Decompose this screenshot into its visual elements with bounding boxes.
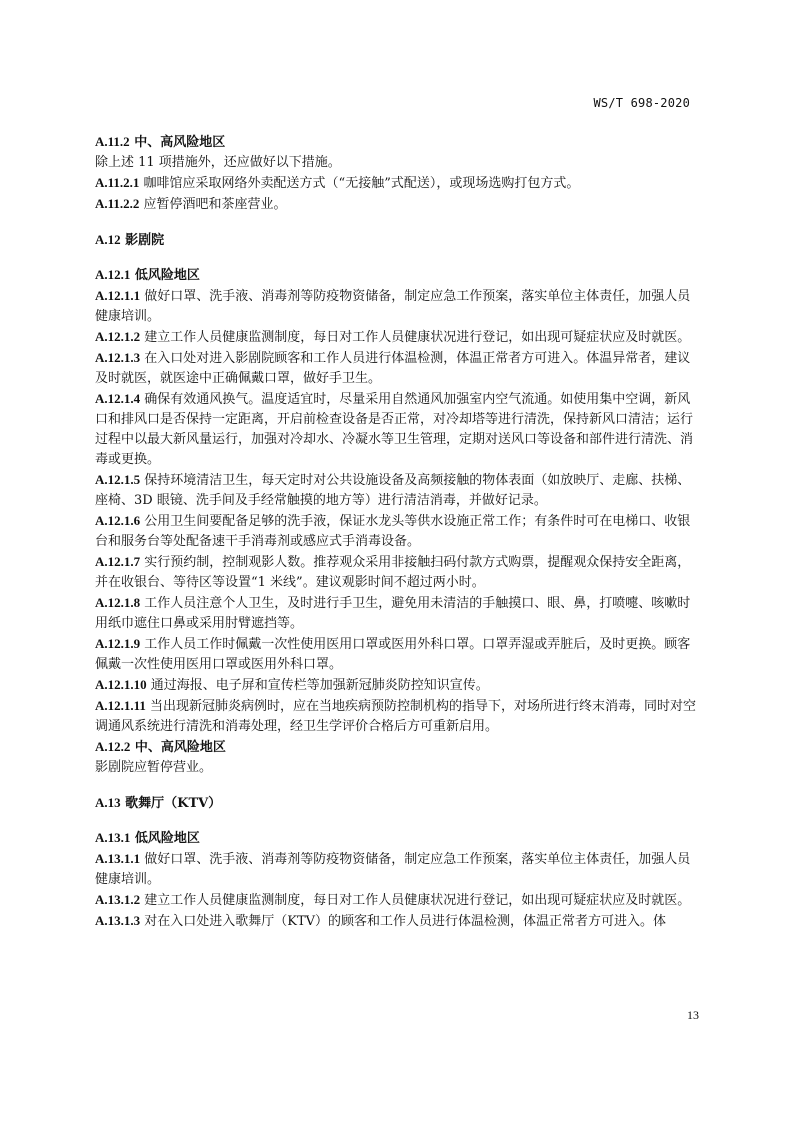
clause-number: A.12.1.3 — [95, 350, 141, 365]
clause-number: A.12.1 — [95, 267, 131, 282]
page-number: 13 — [687, 1008, 699, 1022]
clause-text: 除上述 11 项措施外，还应做好以下措施。 — [95, 155, 341, 170]
clause-number: A.13 — [95, 795, 121, 810]
clause-text: 在入口处对进入影剧院顾客和工作人员进行体温检测，体温正常者方可进入。体温异常者，建议及时就医，就医途中正确佩戴口罩，做好手卫生。 — [95, 351, 691, 386]
subsection-heading — [95, 737, 700, 758]
clause-paragraph — [95, 849, 700, 890]
clause-number: A.11.2.2 — [95, 196, 140, 211]
clause-number: A.12.1.7 — [95, 554, 141, 569]
section-heading — [95, 792, 700, 814]
clause-text: 公用卫生间要配备足够的洗手液，保证水龙头等供水设施正常工作；有条件时可在电梯口、收银台和服务台等处配备速干手消毒剂或感应式手消毒设备。 — [95, 514, 691, 549]
clause-text: 确保有效通风换气。温度适宜时，尽量采用自然通风加强室内空气流通。如使用集中空调，新风口和排风口是否保持一定距离，开启前检查设备是否正常，对冷却塔等进行清洗，保持新风口清洁；运行过程中以最大新风量运行，加强对冷却水、冷凝水等卫生管理，定期对送风口等设备和部件进行清洗、消毒或更换。 — [95, 392, 694, 467]
clause-text: 中、高风险地区 — [129, 135, 226, 150]
document-body — [95, 132, 700, 932]
clause-number: A.12.1.2 — [95, 329, 141, 344]
clause-number: A.12.1.4 — [95, 391, 141, 406]
clause-text: 影剧院 — [120, 233, 165, 248]
clause-paragraph — [95, 389, 700, 470]
clause-text: 当出现新冠肺炎病例时，应在当地疾病预防控制机构的指导下，对场所进行终末消毒，同时对空调通风系统进行清洗和消毒处理，经卫生学评价合格后方可重新启用。 — [95, 699, 697, 734]
clause-number: A.12.1.6 — [95, 513, 141, 528]
clause-number: A.12 — [95, 232, 121, 247]
clause-number: A.12.1.1 — [95, 288, 141, 303]
clause-paragraph — [95, 634, 700, 675]
clause-paragraph — [95, 511, 700, 552]
clause-number: A.13.1.1 — [95, 851, 141, 866]
clause-number: A.12.1.9 — [95, 636, 141, 651]
clause-number: A.12.1.8 — [95, 595, 141, 610]
clause-paragraph — [95, 911, 700, 932]
clause-text: 对在入口处进入歌舞厅（KTV）的顾客和工作人员进行体温检测，体温正常者方可进入。体 — [140, 914, 667, 929]
clause-text: 建立工作人员健康监测制度，每日对工作人员健康状况进行登记，如出现可疑症状应及时就医。 — [140, 330, 691, 345]
clause-text: 低风险地区 — [130, 831, 200, 846]
clause-paragraph — [95, 327, 700, 348]
clause-paragraph — [95, 552, 700, 593]
clause-text: 建立工作人员健康监测制度，每日对工作人员健康状况进行登记，如出现可疑症状应及时就医。 — [140, 893, 691, 908]
clause-text: 咖啡馆应采取网络外卖配送方式（“无接触”式配送），或现场选购打包方式。 — [139, 176, 580, 191]
clause-number: A.13.1.3 — [95, 913, 141, 928]
clause-paragraph — [95, 696, 700, 737]
clause-paragraph — [95, 173, 700, 194]
clause-number: A.12.1.10 — [95, 677, 147, 692]
clause-text: 工作人员注意个人卫生，及时进行手卫生，避免用未清洁的手触摸口、眼、鼻，打喷嚏、咳嗽时用纸巾遮住口鼻或采用肘臂遮挡等。 — [95, 596, 691, 631]
clause-text: 做好口罩、洗手液、消毒剂等防疫物资储备，制定应急工作预案，落实单位主体责任，加强人员健康培训。 — [95, 289, 691, 324]
clause-number: A.11.2.1 — [95, 175, 140, 190]
clause-paragraph — [95, 758, 700, 778]
clause-paragraph — [95, 348, 700, 389]
clause-number: A.11.2 — [95, 134, 130, 149]
clause-number: A.12.1.5 — [95, 472, 141, 487]
standard-code: WS/T 698-2020 — [593, 96, 690, 110]
subsection-heading — [95, 828, 700, 849]
clause-text: 低风险地区 — [130, 268, 200, 283]
clause-paragraph — [95, 286, 700, 327]
clause-text: 通过海报、电子屏和宣传栏等加强新冠肺炎防控知识宣传。 — [146, 678, 489, 693]
clause-paragraph — [95, 593, 700, 634]
clause-paragraph — [95, 194, 700, 215]
clause-text: 应暂停酒吧和茶座营业。 — [139, 197, 287, 212]
clause-number: A.13.1 — [95, 830, 131, 845]
clause-text: 工作人员工作时佩戴一次性使用医用口罩或医用外科口罩。口罩弄湿或弄脏后，及时更换。顾客佩戴一次性使用医用口罩或医用外科口罩。 — [95, 637, 691, 672]
clause-number: A.13.1.2 — [95, 892, 141, 907]
clause-paragraph — [95, 890, 700, 911]
clause-text: 中、高风险地区 — [130, 740, 226, 755]
clause-paragraph — [95, 153, 700, 173]
section-heading — [95, 229, 700, 251]
clause-paragraph — [95, 675, 700, 696]
clause-text: 歌舞厅（KTV） — [120, 796, 222, 811]
subsection-heading — [95, 132, 700, 153]
clause-paragraph — [95, 470, 700, 511]
clause-number: A.12.1.11 — [95, 698, 146, 713]
subsection-heading — [95, 265, 700, 286]
clause-text: 实行预约制，控制观影人数。推荐观众采用非接触扫码付款方式购票，提醒观众保持安全距离，并在收银台、等待区等设置“1 米线”。建议观影时间不超过两小时。 — [95, 555, 691, 590]
clause-text: 保持环境清洁卫生，每天定时对公共设施设备及高频接触的物体表面（如放映厅、走廊、扶梯、座椅、3D 眼镜、洗手间及手经常触摸的地方等）进行清洁消毒，并做好记录。 — [95, 473, 691, 508]
clause-text: 做好口罩、洗手液、消毒剂等防疫物资储备，制定应急工作预案，落实单位主体责任，加强人员健康培训。 — [95, 852, 691, 887]
clause-text: 影剧院应暂停营业。 — [95, 760, 213, 775]
clause-number: A.12.2 — [95, 739, 131, 754]
